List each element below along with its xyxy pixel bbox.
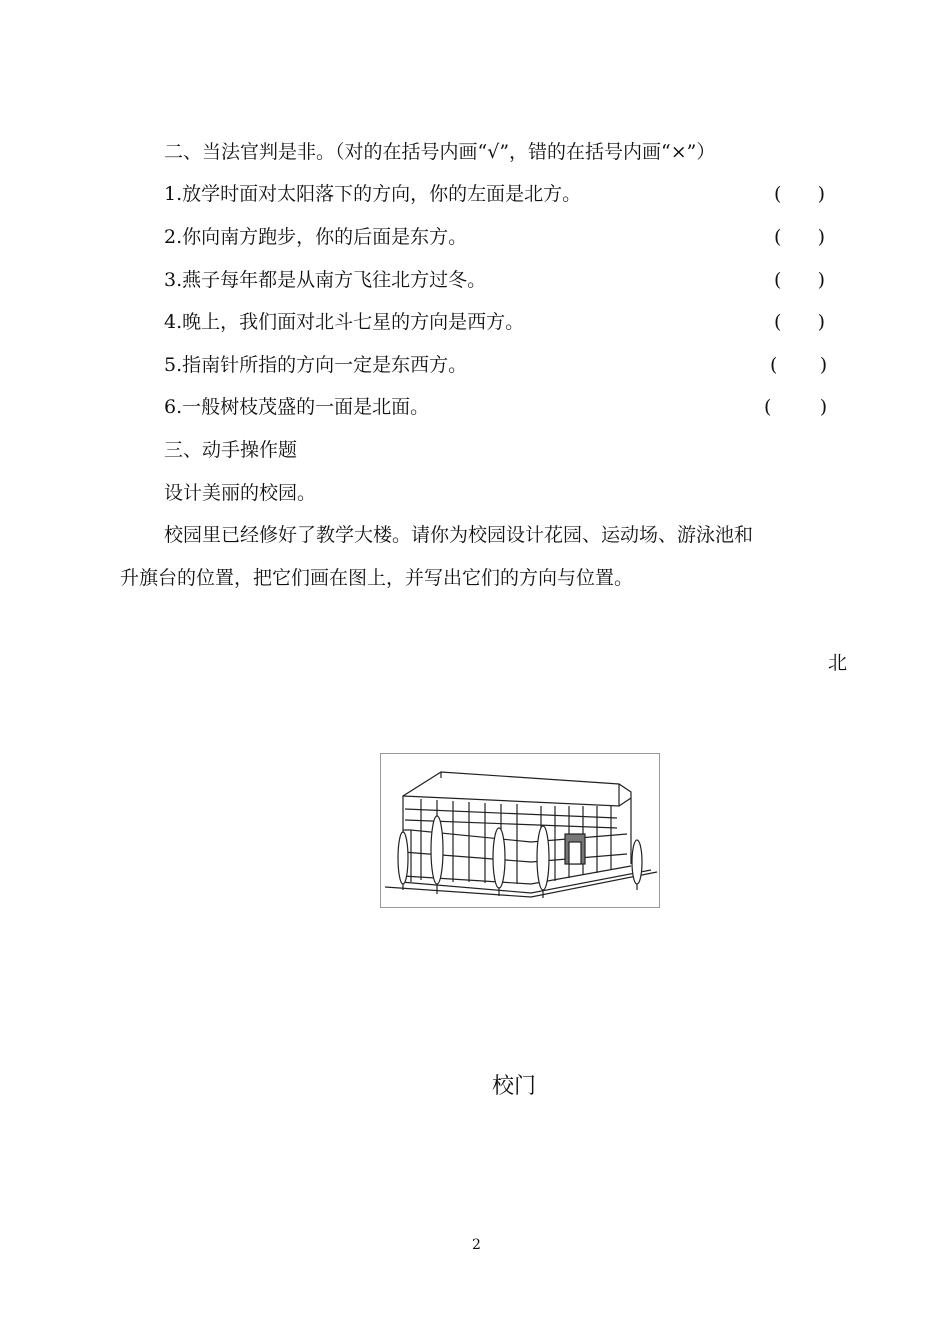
section3-paragraph-line2: 升旗台的位置，把它们画在图上，并写出它们的方向与位置。	[120, 567, 634, 589]
section3-heading: 三、动手操作题	[164, 439, 298, 461]
question-2: 2.你向南方跑步，你的后面是东方。	[164, 226, 468, 248]
answer-blank-4[interactable]: ( )	[774, 311, 826, 333]
answer-blank-3[interactable]: ( )	[774, 269, 826, 291]
question-6: 6.一般树枝茂盛的一面是北面。	[164, 396, 430, 418]
question-1: 1.放学时面对太阳落下的方向，你的左面是北方。	[164, 183, 582, 205]
answer-blank-6[interactable]: ( )	[764, 396, 828, 418]
answer-blank-2[interactable]: ( )	[774, 226, 826, 248]
page-number: 2	[472, 1237, 481, 1253]
school-building-drawing	[380, 753, 660, 908]
school-building-icon	[381, 754, 659, 907]
section3-subtitle: 设计美丽的校园。	[164, 482, 317, 504]
answer-blank-5[interactable]: ( )	[770, 354, 828, 376]
answer-blank-1[interactable]: ( )	[774, 183, 826, 205]
school-gate-label: 校门	[492, 1074, 537, 1099]
section3-paragraph-line1: 校园里已经修好了教学大楼。请你为校园设计花园、运动场、游泳池和	[164, 524, 754, 546]
north-label: 北	[828, 652, 848, 674]
question-3: 3.燕子每年都是从南方飞往北方过冬。	[164, 269, 487, 291]
question-4: 4.晚上，我们面对北斗七星的方向是西方。	[164, 311, 525, 333]
section2-heading: 二、当法官判是非。（对的在括号内画“√”，错的在括号内画“×”）	[164, 141, 716, 163]
question-5: 5.指南针所指的方向一定是东西方。	[164, 354, 468, 376]
